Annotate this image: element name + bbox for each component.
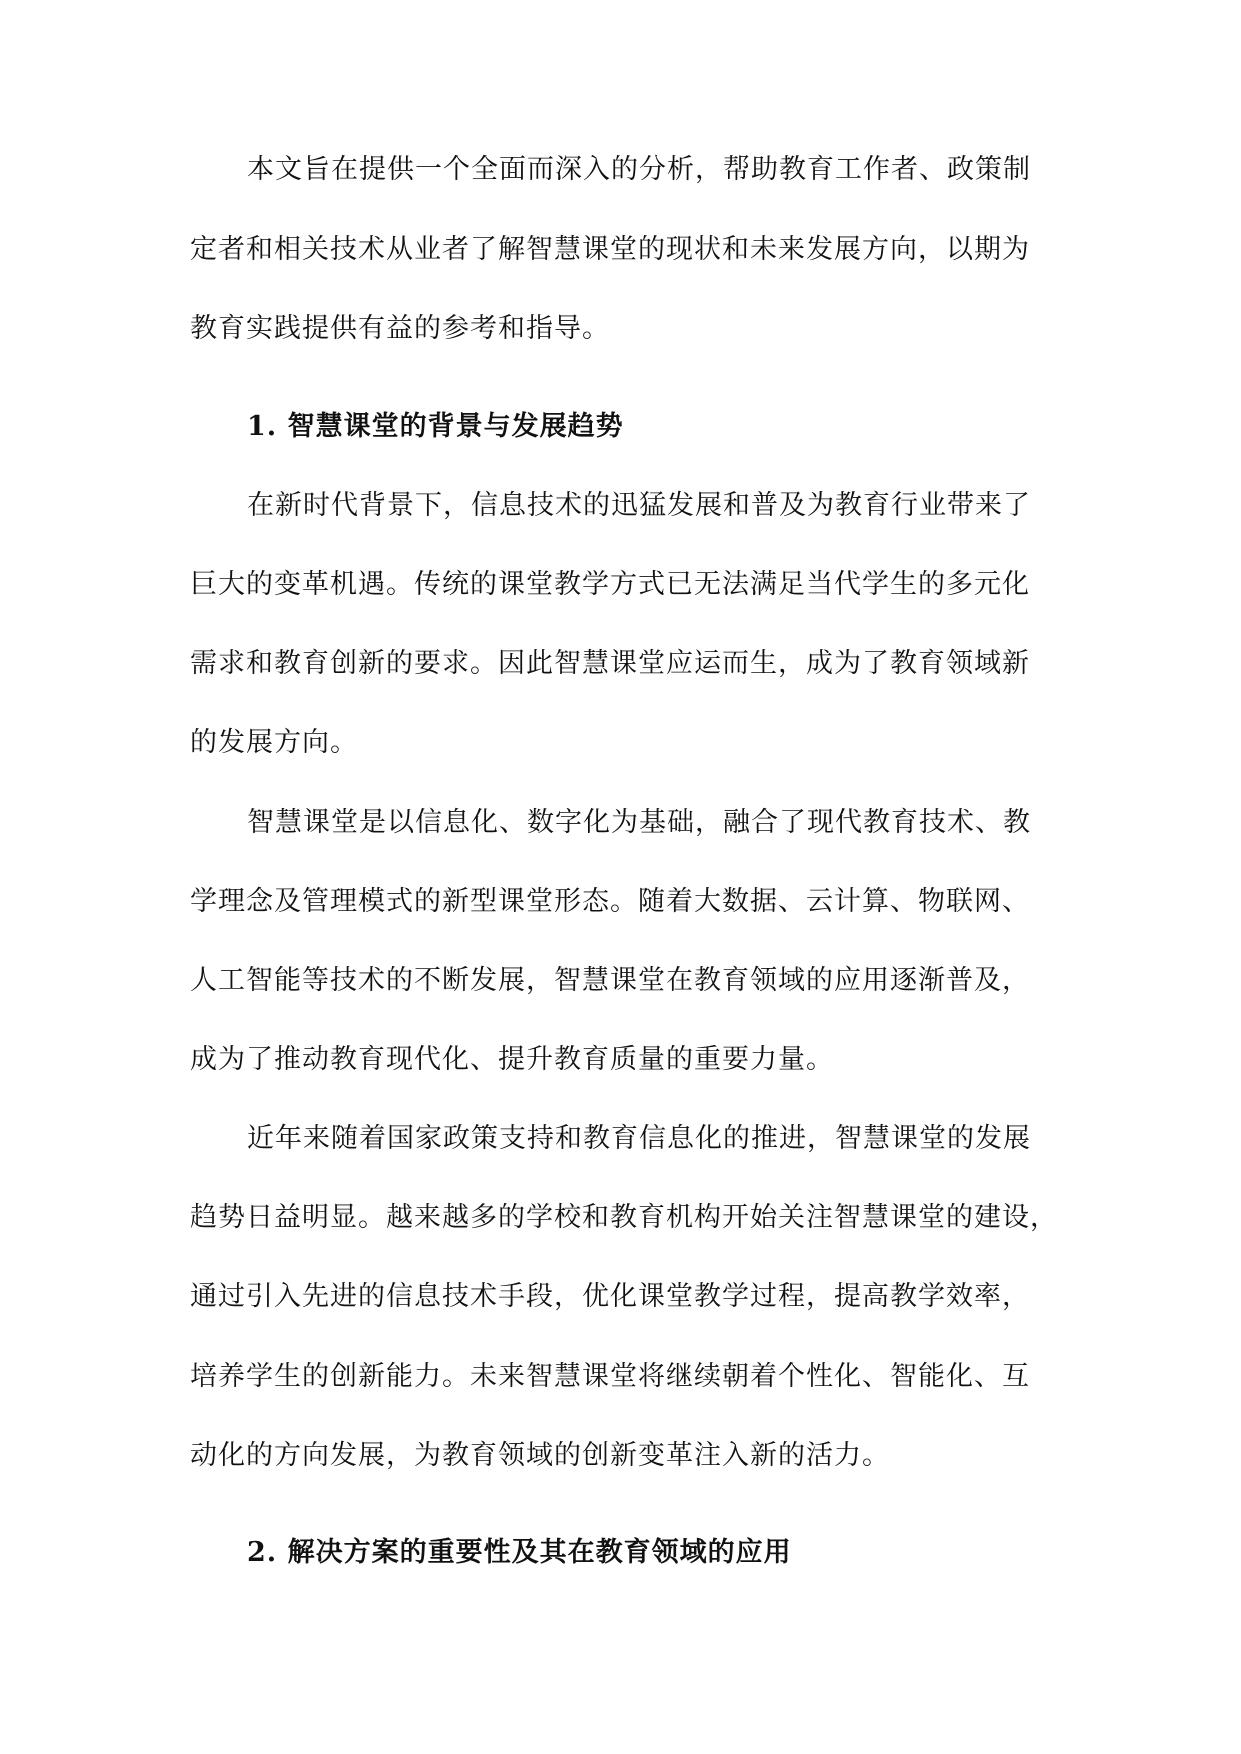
- paragraph-line: 趋势日益明显。越来越多的学校和教育机构开始关注智慧课堂的建设，: [190, 1202, 1058, 1233]
- paragraph-line: 教育实践提供有益的参考和指导。: [190, 313, 610, 344]
- paragraph-line: 人工智能等技术的不断发展，智慧课堂在教育领域的应用逐渐普及，: [190, 965, 1030, 996]
- paragraph-line: 需求和教育创新的要求。因此智慧课堂应运而生，成为了教育领域新: [190, 648, 1030, 679]
- paragraph-line: 学理念及管理模式的新型课堂形态。随着大数据、云计算、物联网、: [190, 886, 1030, 917]
- paragraph-line: 巨大的变革机遇。传统的课堂教学方式已无法满足当代学生的多元化: [190, 569, 1030, 600]
- paragraph-line: 动化的方向发展，为教育领域的创新变革注入新的活力。: [190, 1440, 890, 1471]
- paragraph-line: 定者和相关技术从业者了解智慧课堂的现状和未来发展方向，以期为: [190, 234, 1030, 265]
- paragraph-line: 近年来随着国家政策支持和教育信息化的推进，智慧课堂的发展: [247, 1123, 1031, 1154]
- paragraph-line: 的发展方向。: [190, 727, 358, 758]
- paragraph-line: 通过引入先进的信息技术手段，优化课堂教学过程，提高教学效率，: [190, 1281, 1030, 1312]
- section-heading: 1. 智慧课堂的背景与发展趋势: [247, 411, 624, 442]
- paragraph-line: 成为了推动教育现代化、提升教育质量的重要力量。: [190, 1044, 834, 1075]
- paragraph-line: 在新时代背景下，信息技术的迅猛发展和普及为教育行业带来了: [247, 490, 1031, 521]
- section-heading: 2. 解决方案的重要性及其在教育领域的应用: [247, 1537, 792, 1568]
- paragraph-line: 智慧课堂是以信息化、数字化为基础，融合了现代教育技术、教: [247, 807, 1031, 838]
- paragraph-line: 培养学生的创新能力。未来智慧课堂将继续朝着个性化、智能化、互: [190, 1361, 1030, 1392]
- paragraph-line: 本文旨在提供一个全面而深入的分析，帮助教育工作者、政策制: [247, 154, 1031, 185]
